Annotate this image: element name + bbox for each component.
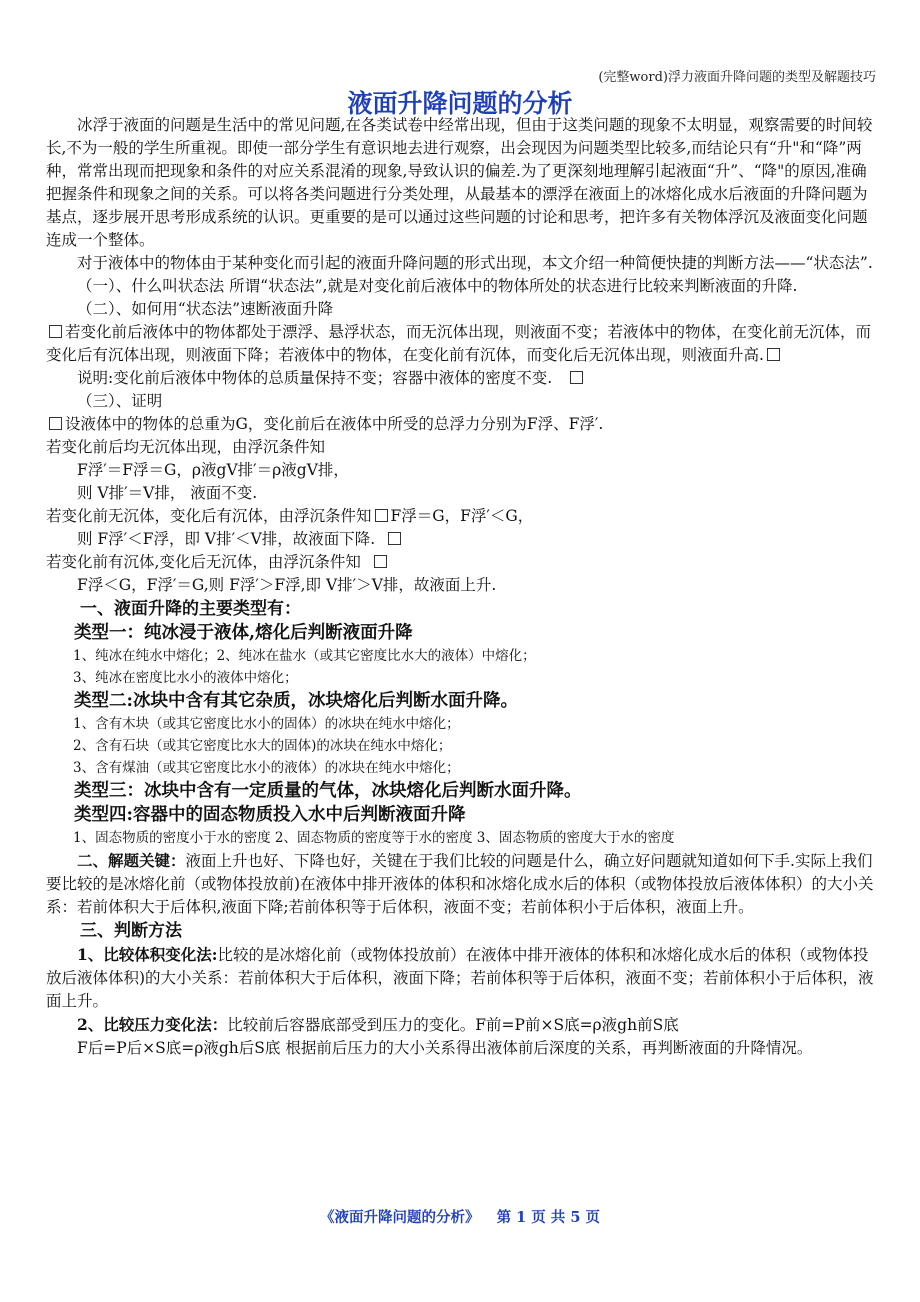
- intro-paragraph: 冰浮于液面的问题是生活中的常见问题,在各类试卷中经常出现，但由于这类问题的现象不太明显，观察需要的时间较长,不为一般的学生所重视。即使一部分学生有意识地去进行观察，出会现因为问题类型比较多,而结论只有“升"和“降”两种，常常出现而把现象和条件的对应关系混淆的现象,导致认识的偏差.为了更深刻地理解引起液面“升”、“降"的原因,准确把握条件和现象之间的关系。可以将各类问题进行分类处理，从最基本的漂浮在液面上的冰熔化成水后液面的升降问题为基点，逐步展开思考形成系统的认识。更重要的是可以通过这些问题的讨论和思考，把许多有关物体浮沉及液面变化问题连成一个整体。: [46, 116, 873, 249]
- type-4-heading: 类型四:容器中的固态物质投入水中后判断液面升降: [74, 805, 466, 825]
- page-footer: [0, 1206, 920, 1227]
- type-1-heading: 类型一：纯冰浸于液体,熔化后判断液面升降: [74, 623, 413, 643]
- checkbox-glyph-icon: [49, 417, 62, 430]
- type-4-item: 1、固态物质的密度小于水的密度 2、固态物质的密度等于水的密度 3、固态物质的密度大于水的密度: [73, 830, 675, 846]
- proof-formula: 则 F浮′＜F浮，即 V排′＜V排，故液面下降.: [46, 528, 880, 551]
- intro-paragraph-2: 对于液体中的物体由于某种变化而引起的液面升降问题的形式出现，本文介绍一种简便快捷的判断方法——“状态法”.: [77, 254, 873, 272]
- type-2-item: 2、含有石块（或其它密度比水大的固体)的冰块在纯水中熔化；: [73, 738, 452, 754]
- type-2-item: 1、含有木块（或其它密度比水小的固体）的冰块在纯水中熔化；: [73, 716, 460, 732]
- footer-doc-title: 《液面升降问题的分析》: [320, 1209, 480, 1226]
- type-2-heading: 类型二:冰块中含有其它杂质，冰块熔化后判断水面升降。: [74, 691, 518, 711]
- checkbox-glyph-icon: [49, 325, 62, 338]
- note-text: 说明:变化前后液体中物体的总质量保持不变；容器中液体的密度不变.: [46, 367, 880, 390]
- key-paragraph: 二、解题关键：液面上升也好、下降也好，关键在于我们比较的问题是什么，确立好问题就知道如何下手.实际上我们要比较的是冰熔化前（或物体投放前)在液体中排开液体的体积和冰熔化成水后的体积（或物体投放后液体体积）的大小关系：若前体积大于后体积,液面下降;若前体积等于后体积，液面不变；若前体积小于后体积，液面上升。: [46, 851, 874, 916]
- document-body: [46, 114, 880, 1060]
- section-2-body: 若变化前后液体中的物体都处于漂浮、悬浮状态，而无沉体出现，则液面不变；若液体中的物体，在变化前无沉体，而变化后有沉体出现，则液面下降；若液体中的物体，在变化前有沉体，而变化后无沉体出现，则液面升高.: [46, 323, 872, 364]
- method-2-paragraph: 2、比较压力变化法：比较前后容器底部受到压力的变化。F前=P前×S底=ρ液gh前S底: [77, 1015, 679, 1034]
- method-2-paragraph-cont: F后=P后×S底=ρ液gh后S底 根据前后压力的大小关系得出液体前后深度的关系，再判断液面的升降情况。: [77, 1039, 813, 1057]
- method-1-paragraph: 1、比较体积变化法:比较的是冰熔化前（或物体投放前）在液体中排开液体的体积和冰熔化成水后的体积（或物体投放后液体体积)的大小关系：若前体积大于后体积，液面下降；若前体积等于后体积，液面不变；若前体积小于后体积，液面上升。: [46, 945, 874, 1010]
- proof-line: 若变化前后均无沉体出现，由浮沉条件知: [46, 438, 326, 456]
- proof-line: 若变化前有沉体,变化后无沉体，由浮沉条件知: [46, 551, 880, 574]
- proof-line: 设液体中的物体的总重为G，变化前后在液体中所受的总浮力分别为F浮、F浮′.: [46, 413, 880, 436]
- section-1-text: （一）、什么叫状态法 所谓“状态法”,就是对变化前后液体中的物体所处的状态进行比较来判断液面的升降.: [77, 277, 798, 295]
- heading-types: 一、液面升降的主要类型有：: [80, 599, 301, 619]
- heading-method: 三、判断方法: [80, 921, 182, 941]
- checkbox-glyph-icon: [767, 348, 780, 361]
- proof-line: 若变化前无沉体，变化后有沉体，由浮沉条件知 F浮＝G，F浮′＜G，: [46, 507, 534, 525]
- checkbox-glyph-icon: [570, 371, 583, 384]
- section-3-heading: （三）、证明: [77, 392, 163, 410]
- proof-formula: F浮′＝F浮＝G，ρ液gV排′＝ρ液gV排，: [77, 461, 349, 479]
- proof-formula: 则 V排′＝V排， 液面不变.: [77, 484, 258, 502]
- checkbox-glyph-icon: [374, 555, 387, 568]
- footer-page-number: 第 1 页 共 5 页: [496, 1209, 600, 1226]
- type-1-item: 3、纯冰在密度比水小的液体中熔化；: [73, 670, 298, 686]
- proof-formula: F浮＜G，F浮′＝G,则 F浮′＞F浮,即 V排′＞V排，故液面上升.: [77, 576, 497, 594]
- checkbox-glyph-icon: [388, 532, 401, 545]
- section-2-heading: （二）、如何用“状态法”速断液面升降: [77, 300, 334, 318]
- type-2-item: 3、含有煤油（或其它密度比水小的液体）的冰块在纯水中熔化；: [73, 760, 460, 776]
- type-3-heading: 类型三：冰块中含有一定质量的气体，冰块熔化后判断水面升降。: [74, 781, 582, 801]
- type-1-item: 1、纯冰在纯水中熔化；2、纯冰在盐水（或其它密度比水大的液体）中熔化；: [73, 648, 536, 664]
- running-header: (完整word)浮力液面升降问题的类型及解题技巧: [598, 70, 876, 85]
- checkbox-glyph-icon: [375, 509, 388, 522]
- page-title: 液面升降问题的分析: [347, 89, 573, 118]
